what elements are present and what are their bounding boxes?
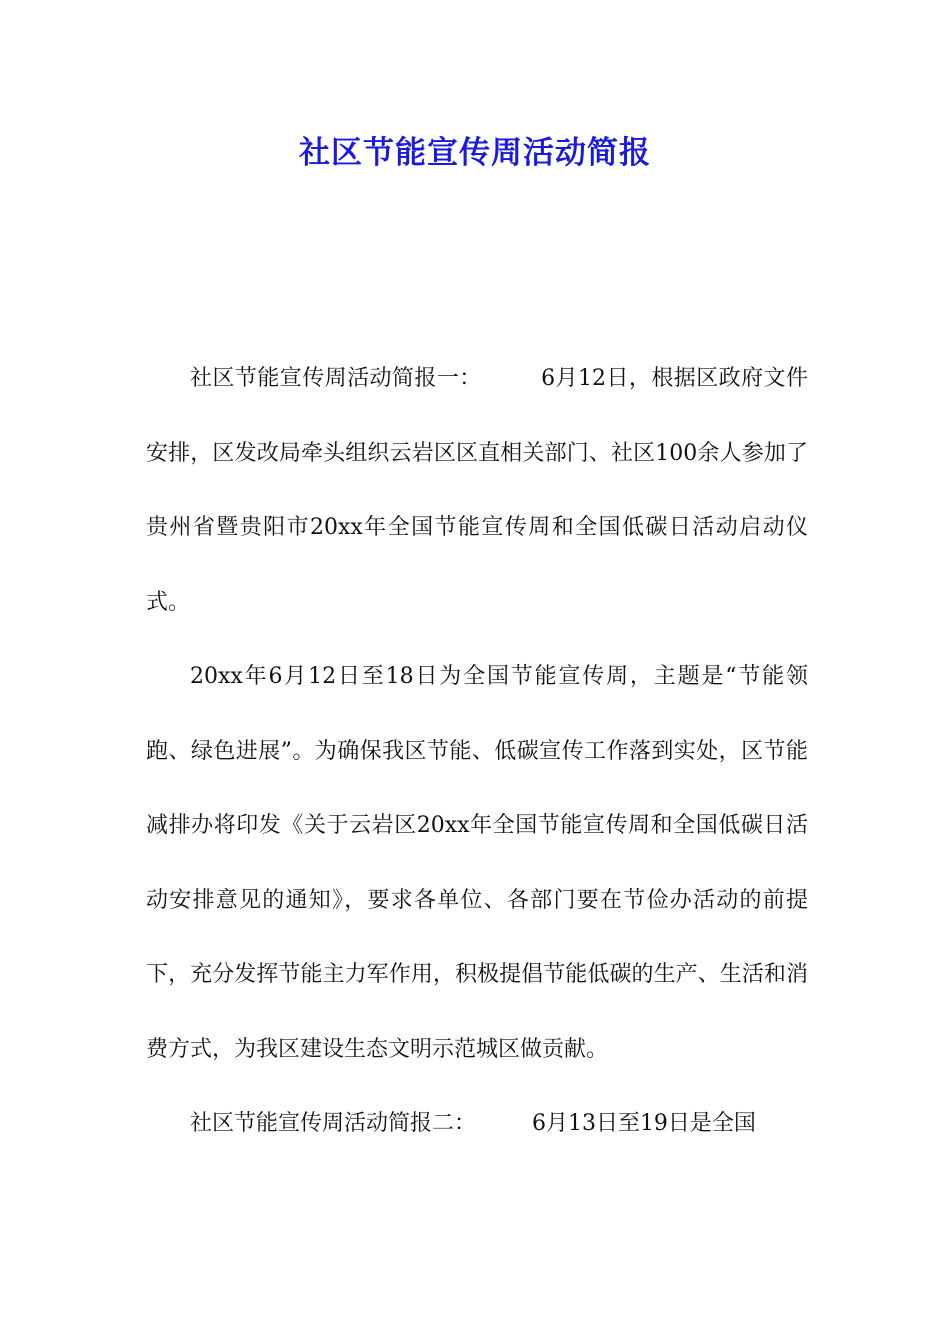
document-title: 社区节能宣传周活动简报 xyxy=(299,135,651,171)
paragraph-2: 20xx年6月12日至18日为全国节能宣传周，主题是“节能领跑、绿色进展”。为确保我区节能、低碳宣传工作落到实处，区节能减排办将印发《关于云岩区20xx年全国节能宣传周和全国低碳日活动安排意见的通知》，要求各单位、各部门要在节俭办活动的前提下，充分发挥节能主力军作用，积极提倡节能低碳的生产、生活和消费方式，为我区建设生态文明示范城区做贡献。 xyxy=(146,664,808,1062)
document-body xyxy=(146,342,808,1162)
paragraph-1: 社区节能宣传周活动简报一： 6月12日，根据区政府文件安排，区发改局牵头组织云岩区区直相关部门、社区100余人参加了贵州省暨贵阳市20xx年全国节能宣传周和全国低碳日活动启动仪式。 xyxy=(146,366,808,615)
paragraph-3: 社区节能宣传周活动简报二： 6月13日至19日是全国 xyxy=(190,1111,756,1136)
